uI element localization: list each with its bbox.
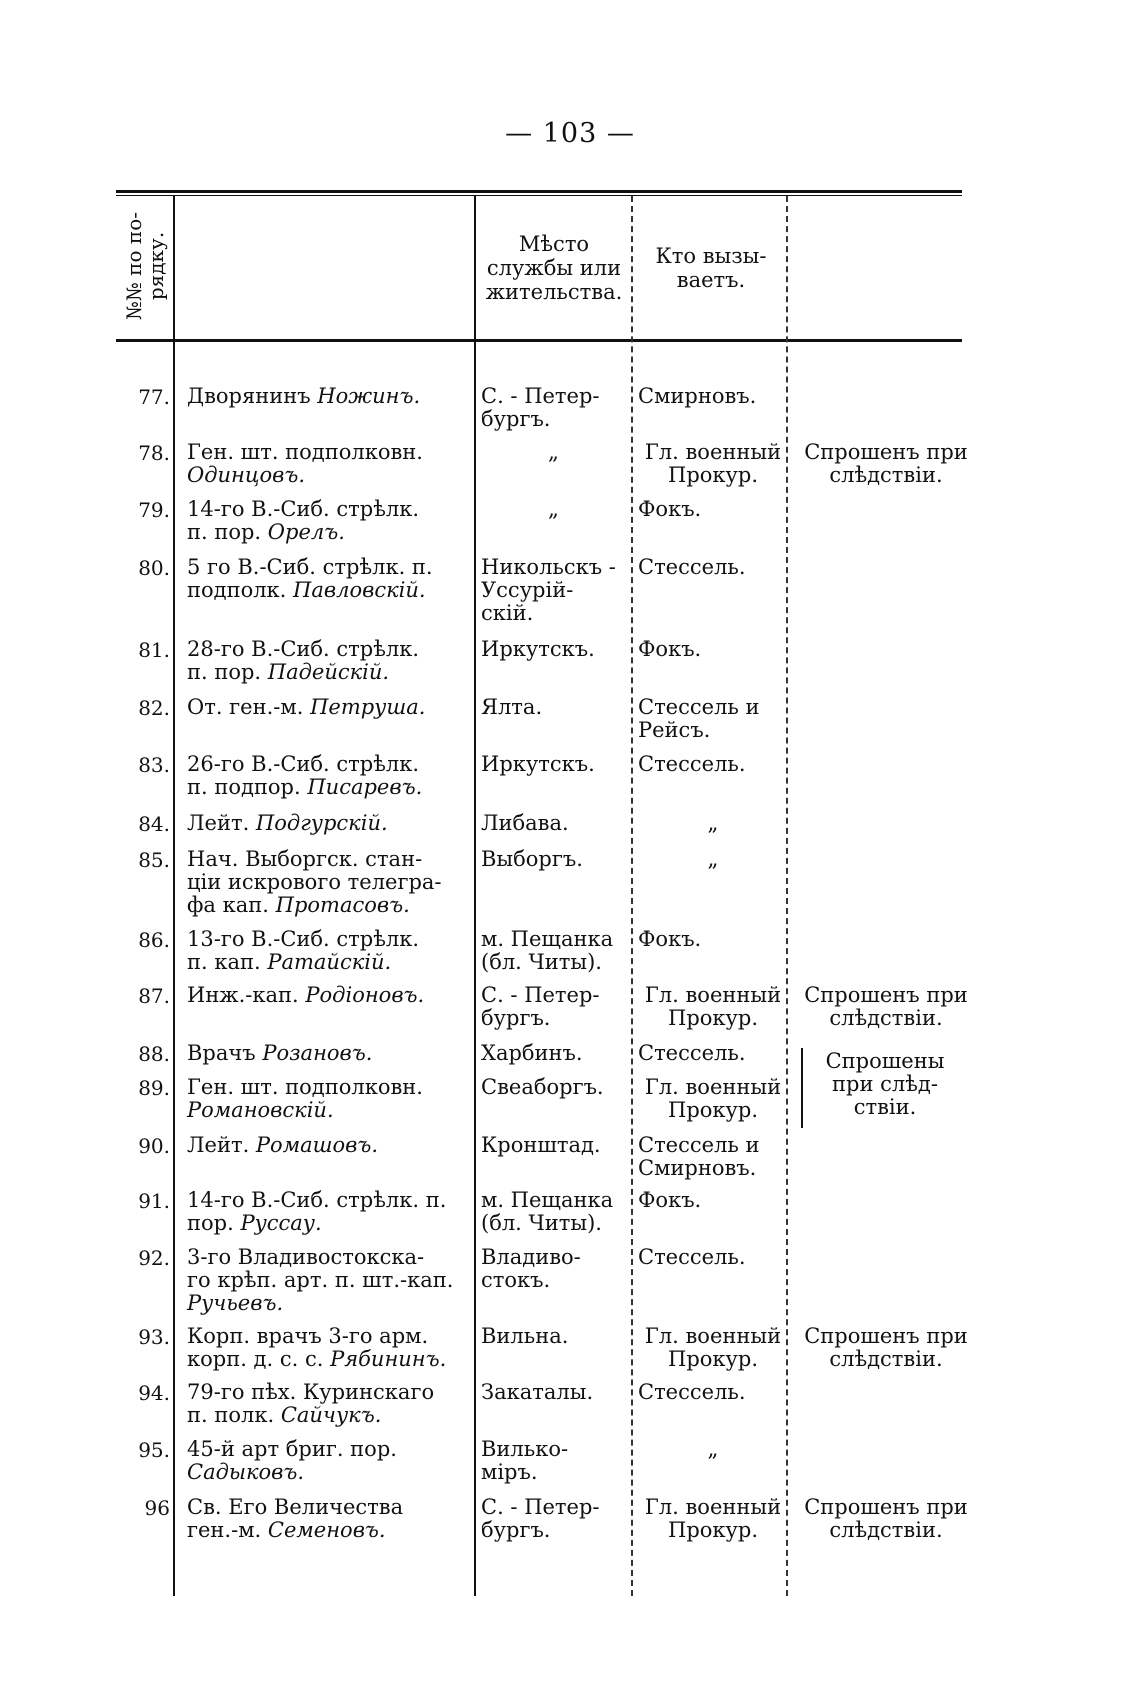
row-name bbox=[187, 1438, 467, 1484]
row-name bbox=[187, 928, 467, 974]
row-name-surname: Писаревъ. bbox=[307, 775, 423, 799]
row-place: „ bbox=[548, 440, 559, 464]
row-summoned-by: „ bbox=[707, 811, 719, 835]
row-summoned-by: Стессель и Рейсъ. bbox=[638, 695, 760, 742]
row-place: Либава. bbox=[481, 811, 569, 835]
row-place: Ялта. bbox=[481, 695, 543, 719]
row-number: 96 bbox=[144, 1496, 170, 1520]
row-name-surname: Сайчукъ. bbox=[280, 1403, 382, 1427]
row-note: Спрошенъ при слѣдствіи. bbox=[804, 1495, 968, 1542]
row-place: Выборгъ. bbox=[481, 847, 583, 871]
row-name-surname: Павловскій. bbox=[293, 578, 426, 602]
row-name bbox=[187, 1496, 467, 1542]
row-place: „ bbox=[548, 497, 559, 521]
row-summoned-by: Гл. военный Прокур. bbox=[644, 1324, 782, 1371]
row-name-surname: Ножинъ. bbox=[317, 384, 421, 408]
row-name bbox=[187, 1381, 467, 1427]
header-number bbox=[116, 190, 174, 342]
row-number: 79. bbox=[138, 498, 170, 522]
row-name-surname: Одинцовъ. bbox=[187, 463, 306, 487]
row-place: Никольскъ - Уссурій- скій. bbox=[481, 555, 616, 625]
header-place: Мѣсто службы или жительства. bbox=[485, 232, 623, 304]
row-name-rank: Лейт. bbox=[187, 1133, 256, 1157]
row-name bbox=[187, 441, 467, 487]
row-name bbox=[187, 556, 467, 602]
row-name-rank: Лейт. bbox=[187, 811, 256, 835]
row-summoned-by: „ bbox=[707, 847, 719, 871]
row-name-rank: Врачъ bbox=[187, 1041, 263, 1065]
row-name bbox=[187, 1134, 467, 1157]
row-number: 77. bbox=[138, 385, 170, 409]
row-name bbox=[187, 984, 467, 1007]
row-name-rank: 13-го В.-Сиб. стрѣлк. п. кап. bbox=[187, 927, 420, 974]
row-number: 81. bbox=[138, 638, 170, 662]
row-number: 89. bbox=[138, 1076, 170, 1100]
row-name bbox=[187, 696, 467, 719]
row-summoned-by: Гл. военный Прокур. bbox=[644, 1075, 782, 1122]
row-place: Вилько- міръ. bbox=[481, 1437, 569, 1484]
row-summoned-by: Стессель. bbox=[638, 752, 746, 776]
row-name-surname: Романовскій. bbox=[187, 1098, 334, 1122]
row-name-surname: Родіоновъ. bbox=[305, 983, 425, 1007]
row-name-rank: Ген. шт. подполковн. bbox=[187, 440, 423, 464]
row-summoned-by: Стессель и Смирновъ. bbox=[638, 1133, 760, 1180]
row-name bbox=[187, 1042, 467, 1065]
header-number-label: №№ по по- рядку. bbox=[122, 211, 168, 321]
row-name-surname: Розановъ. bbox=[262, 1041, 373, 1065]
row-number: 87. bbox=[138, 984, 170, 1008]
row-place: Владиво- стокъ. bbox=[481, 1245, 581, 1292]
row-place: Вильна. bbox=[481, 1324, 569, 1348]
row-place: м. Пещанка (бл. Читы). bbox=[481, 927, 614, 974]
row-place: Свеаборгъ. bbox=[481, 1075, 604, 1099]
row-place: Харбинъ. bbox=[481, 1041, 583, 1065]
row-name-surname: Ромашовъ. bbox=[255, 1133, 379, 1157]
row-name-surname: Петруша. bbox=[310, 695, 426, 719]
row-number: 78. bbox=[138, 441, 170, 465]
row-number: 80. bbox=[138, 556, 170, 580]
row-place: м. Пещанка (бл. Читы). bbox=[481, 1188, 614, 1235]
row-number: 85. bbox=[138, 848, 170, 872]
header-bottom-rule bbox=[116, 339, 962, 342]
row-summoned-by: Стессель. bbox=[638, 1041, 746, 1065]
row-name bbox=[187, 1076, 467, 1122]
row-number: 86. bbox=[138, 928, 170, 952]
row-name-rank: Ген. шт. подполковн. bbox=[187, 1075, 423, 1099]
row-name-surname: Орелъ. bbox=[267, 520, 345, 544]
row-place: С. - Петер- бургъ. bbox=[481, 1495, 600, 1542]
row-name bbox=[187, 1325, 467, 1371]
row-name-surname: Рябининъ. bbox=[330, 1347, 447, 1371]
row-number: 88. bbox=[138, 1042, 170, 1066]
row-name-rank: 5 го В.-Сиб. стрѣлк. п. подполк. bbox=[187, 555, 433, 602]
row-number: 91. bbox=[138, 1189, 170, 1213]
row-number: 83. bbox=[138, 753, 170, 777]
row-place: Кронштад. bbox=[481, 1133, 601, 1157]
row-name-rank: Корп. врачъ 3-го арм. корп. д. с. с. bbox=[187, 1324, 429, 1371]
row-summoned-by: Гл. военный Прокур. bbox=[644, 1495, 782, 1542]
row-place: С. - Петер- бургъ. bbox=[481, 983, 600, 1030]
row-name-rank: 14-го В.-Сиб. стрѣлк. п. пор. bbox=[187, 497, 420, 544]
row-name-rank: 26-го В.-Сиб. стрѣлк. п. подпор. bbox=[187, 752, 420, 799]
row-note: Спрошенъ при слѣдствіи. bbox=[804, 983, 968, 1030]
col-line-3 bbox=[631, 196, 633, 1596]
row-number: 84. bbox=[138, 812, 170, 836]
row-name-rank: Нач. Выборгск. стан- ціи искрового телегра- фа кап. bbox=[187, 847, 442, 917]
row-number: 94. bbox=[138, 1381, 170, 1405]
row-name-surname: Ратайскій. bbox=[267, 950, 392, 974]
row-name bbox=[187, 753, 467, 799]
row-name bbox=[187, 1189, 467, 1235]
row-name-rank: От. ген.-м. bbox=[187, 695, 311, 719]
top-rule-thin bbox=[116, 195, 962, 196]
col-line-1 bbox=[173, 196, 175, 1596]
row-name-rank: 79-го пѣх. Куринскаго п. полк. bbox=[187, 1380, 435, 1427]
row-place: Закаталы. bbox=[481, 1380, 594, 1404]
row-summoned-by: Смирновъ. bbox=[638, 384, 757, 408]
row-place: С. - Петер- бургъ. bbox=[481, 384, 600, 431]
row-summoned-by: Стессель. bbox=[638, 555, 746, 579]
row-summoned-by: Гл. военный Прокур. bbox=[644, 440, 782, 487]
row-summoned-by: Фокъ. bbox=[638, 637, 702, 661]
row-number: 90. bbox=[138, 1134, 170, 1158]
top-rule bbox=[116, 190, 962, 193]
row-note: Спрошенъ при слѣдствіи. bbox=[804, 1324, 968, 1371]
row-summoned-by: Фокъ. bbox=[638, 927, 702, 951]
row-name-surname: Падейскій. bbox=[267, 660, 390, 684]
row-name bbox=[187, 812, 467, 835]
row-name-surname: Ручьевъ. bbox=[187, 1291, 284, 1315]
row-name bbox=[187, 638, 467, 684]
row-name-surname: Семеновъ. bbox=[267, 1518, 386, 1542]
col-line-2 bbox=[474, 196, 476, 1596]
row-number: 92. bbox=[138, 1246, 170, 1270]
row-name-rank: Св. Его Величества ген.-м. bbox=[187, 1495, 404, 1542]
row-name bbox=[187, 1246, 467, 1315]
row-summoned-by: Фокъ. bbox=[638, 497, 702, 521]
row-name-surname: Подгурскій. bbox=[255, 811, 388, 835]
row-summoned-by: Стессель. bbox=[638, 1380, 746, 1404]
row-summoned-by: „ bbox=[707, 1437, 719, 1461]
row-summoned-by: Гл. военный Прокур. bbox=[644, 983, 782, 1030]
row-name bbox=[187, 498, 467, 544]
row-name-rank: 14-го В.-Сиб. стрѣлк. п. пор. bbox=[187, 1188, 447, 1235]
row-name-rank: 3-го Владивостокска- го крѣп. арт. п. шт.-кап. bbox=[187, 1245, 454, 1292]
row-name bbox=[187, 385, 467, 408]
row-place: Иркутскъ. bbox=[481, 752, 595, 776]
row-summoned-by: Стессель. bbox=[638, 1245, 746, 1269]
row-place: Иркутскъ. bbox=[481, 637, 595, 661]
row-number: 93. bbox=[138, 1325, 170, 1349]
row-name-surname: Руссау. bbox=[240, 1211, 322, 1235]
row-name-surname: Протасовъ. bbox=[275, 893, 410, 917]
row-note: Спрошенъ при слѣдствіи. bbox=[804, 440, 968, 487]
header-who: Кто вызы- ваетъ. bbox=[655, 244, 767, 292]
row-summoned-by: Фокъ. bbox=[638, 1188, 702, 1212]
row-name bbox=[187, 848, 467, 917]
row-number: 95. bbox=[138, 1438, 170, 1462]
row-name-rank: Инж.-кап. bbox=[187, 983, 306, 1007]
row-name-rank: Дворянинъ bbox=[187, 384, 318, 408]
row-name-rank: 28-го В.-Сиб. стрѣлк. п. пор. bbox=[187, 637, 420, 684]
row-number: 82. bbox=[138, 696, 170, 720]
group-note: Спрошены при слѣд- ствіи. bbox=[825, 1049, 945, 1119]
page-number: — 103 — bbox=[505, 118, 635, 149]
row-name-rank: 45-й арт бриг. пор. bbox=[187, 1437, 397, 1461]
row-name-surname: Садыковъ. bbox=[187, 1460, 305, 1484]
